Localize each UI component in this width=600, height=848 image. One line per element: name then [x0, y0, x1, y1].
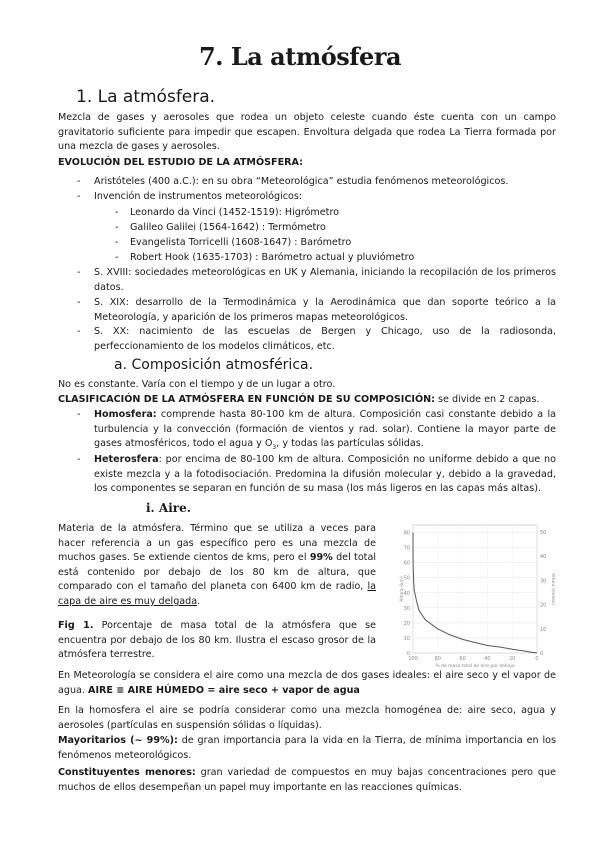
aire-text: Materia de la atmósfera. Término que se utiliza a veces para hacer referencia a un gas específico pero es una mezcla de muchos gases. Se extiende cientos de kms, pero el — [58, 523, 376, 564]
aire-humedo-formula: AIRE ≡ AIRE HÚMEDO = aire seco + vapor de agua — [88, 684, 360, 696]
list-item: Leonardo da Vinci (1452-1519): Higrómetro — [130, 207, 340, 218]
section-heading-composicion: a. Composición atmosférica. — [114, 357, 314, 373]
y-tick-label: 10 — [403, 635, 410, 642]
homosfera-label: Homosfera: — [94, 409, 157, 420]
x-tick-label: 20 — [509, 656, 516, 662]
menores-text: gran variedad de compuestos en muy bajas concentraciones pero que muchos de ellos desempeñan un papel muy importante en las reacciones químicas. — [58, 767, 556, 793]
clasificacion-line — [58, 393, 556, 408]
section-heading-aire: i. Aire. — [146, 501, 191, 515]
clasificacion-heading: CLASIFICACIÓN DE LA ATMÓSFERA EN FUNCIÓN DE SU COMPOSICIÓN: — [58, 394, 435, 405]
y2-tick-label: 40 — [540, 554, 547, 561]
y-tick-label: 60 — [403, 560, 410, 567]
y-axis-label: Altura (km) — [400, 576, 405, 602]
aire-underline: la capa de aire es muy delgada — [58, 581, 376, 607]
menores-paragraph — [58, 766, 556, 795]
aire-paragraph — [58, 522, 376, 610]
aire-99: 99% — [309, 552, 333, 564]
heterosfera-item — [94, 453, 556, 497]
list-item: Evangelista Torricelli (1608-1647) : Barómetro — [130, 237, 352, 248]
homosfera-item — [94, 408, 556, 456]
figure-caption — [58, 619, 376, 663]
list-item: Invención de instrumentos meteorológicos: — [94, 191, 303, 202]
y2-tick-label: 20 — [540, 602, 547, 609]
ozone-subscript: 3 — [272, 444, 277, 452]
aire-text-3: . — [197, 595, 201, 607]
bullet-dash: - — [77, 176, 81, 187]
bullet-dash: - — [77, 191, 81, 202]
bullet-dash: - — [115, 252, 119, 263]
bullet-dash: - — [115, 237, 119, 248]
no-constante-text: No es constante. Varía con el tiempo y de un lugar a otro. — [58, 379, 336, 390]
y2-tick-label: 50 — [540, 529, 547, 536]
plot-frame — [413, 525, 537, 653]
mayoritarios-paragraph — [58, 734, 556, 763]
chart-layer — [399, 525, 555, 669]
y2-tick-label: 10 — [540, 626, 547, 633]
page-title: 7. La atmósfera — [198, 42, 402, 71]
y-tick-label: 80 — [403, 530, 410, 537]
section-heading-atmosfera: 1. La atmósfera. — [76, 87, 216, 107]
intro-paragraph: Mezcla de gases y aerosoles que rodea un objeto celeste cuando éste cuenta con un campo gravitatorio suficiente para impedir que escapen. Envoltura delgada que rodea La Tierra formada por una mezcla de gases y aerosoles. — [58, 112, 556, 153]
homosfera-paragraph: En la homosfera el aire se podría considerar como una mezcla homogénea de: aire seco, agua y aerosoles (partículas en suspensión sólidas o líquidas). — [58, 705, 556, 731]
x-tick-label: 100 — [408, 656, 418, 662]
aire-text-2: del total está contenido por debajo de los 80 km de altura, que comparado con el tamaño del planeta con 6400 km de radio, — [58, 552, 376, 593]
homosfera-text: comprende hasta 80-100 km de altura. Composición casi constante debido a la turbulencia y la convección (formación de vientos y rad. solar). Contiene la mayor parte de gases atmosféricos, todo el agua y O — [94, 409, 556, 450]
mayoritarios-label: Mayoritarios (~ 99%): — [58, 735, 178, 746]
clasificacion-rest: se divide en 2 capas. — [434, 394, 540, 405]
atmosphere-mass-chart — [385, 519, 555, 669]
y2-tick-label: 0 — [540, 651, 544, 657]
y2-tick-label: 30 — [540, 578, 547, 585]
evolucion-heading: EVOLUCIÓN DEL ESTUDIO DE LA ATMÓSFERA: — [58, 157, 303, 168]
list-item: Aristóteles (400 a.C.): en su obra “Meteorológica” estudia fenómenos meteorológicos. — [94, 176, 509, 187]
bullet-dash: - — [77, 326, 81, 337]
y-tick-label: 30 — [403, 605, 410, 612]
bullet-dash: - — [77, 454, 81, 465]
meteorologia-paragraph — [58, 669, 556, 698]
bullet-dash: - — [77, 409, 81, 420]
heterosfera-label: Heterosfera — [94, 454, 159, 465]
y-tick-label: 40 — [403, 590, 410, 597]
x-tick-label: 40 — [484, 656, 491, 662]
x-tick-label: 0 — [535, 656, 539, 662]
y-tick-label: 0 — [406, 651, 410, 657]
list-item: S. XIX: desarrollo de la Termodinámica y la Aerodinámica que dan soporte teórico a la Meteorología, y aparición de los primeros mapas meteorológicos. — [94, 297, 556, 323]
list-item: S. XX: nacimiento de las escuelas de Bergen y Chicago, uso de la radiosonda, perfeccionamiento de los modelos climáticos, etc. — [94, 326, 556, 352]
figure-caption-text: Porcentaje de masa total de la atmósfera que se encuentra por debajo de los 80 km. Ilustra el escaso grosor de la atmósfera terrestre. — [58, 620, 376, 661]
mayoritarios-text: de gran importancia para la vida en la Tierra, de mínima importancia en los fenómenos meteorológicos. — [58, 735, 556, 761]
list-item: S. XVIII: sociedades meteorológicas en UK y Alemania, iniciando la recopilación de los primeros datos. — [94, 267, 556, 293]
bullet-dash: - — [77, 297, 81, 308]
bullet-dash: - — [115, 222, 119, 233]
heterosfera-text: : por encima de 80-100 km de altura. Composición no uniforme debido a que no existe mezcla y a la fotodisociación. Predomina la difusión molecular y, debido a la gravedad, los componentes se separan en función de su masa (los más ligeros en las capas más altas). — [94, 454, 556, 495]
y-tick-label: 70 — [403, 545, 410, 552]
x-tick-label: 80 — [434, 656, 441, 662]
x-axis-label: % de masa total de aire por debajo — [435, 664, 515, 669]
list-item: Galileo Galilei (1564-1642) : Termómetro — [130, 222, 326, 233]
bullet-dash: - — [115, 207, 119, 218]
bullet-dash: - — [77, 267, 81, 278]
y-tick-label: 20 — [403, 620, 410, 627]
list-item: Robert Hook (1635-1703) : Barómetro actual y pluviómetro — [130, 252, 415, 263]
menores-label: Constituyentes menores: — [58, 767, 196, 778]
homosfera-text-end: , y todas las partículas sólidas. — [276, 438, 424, 450]
y2-axis-label: Altura (millas) — [550, 573, 555, 605]
meteorologia-text: En Meteorología se considera el aire como una mezcla de dos gases ideales: el aire seco y el vapor de agua. — [58, 670, 556, 696]
x-tick-label: 60 — [459, 656, 466, 662]
figure-label: Fig 1. — [58, 620, 94, 631]
y-tick-label: 50 — [403, 575, 410, 582]
